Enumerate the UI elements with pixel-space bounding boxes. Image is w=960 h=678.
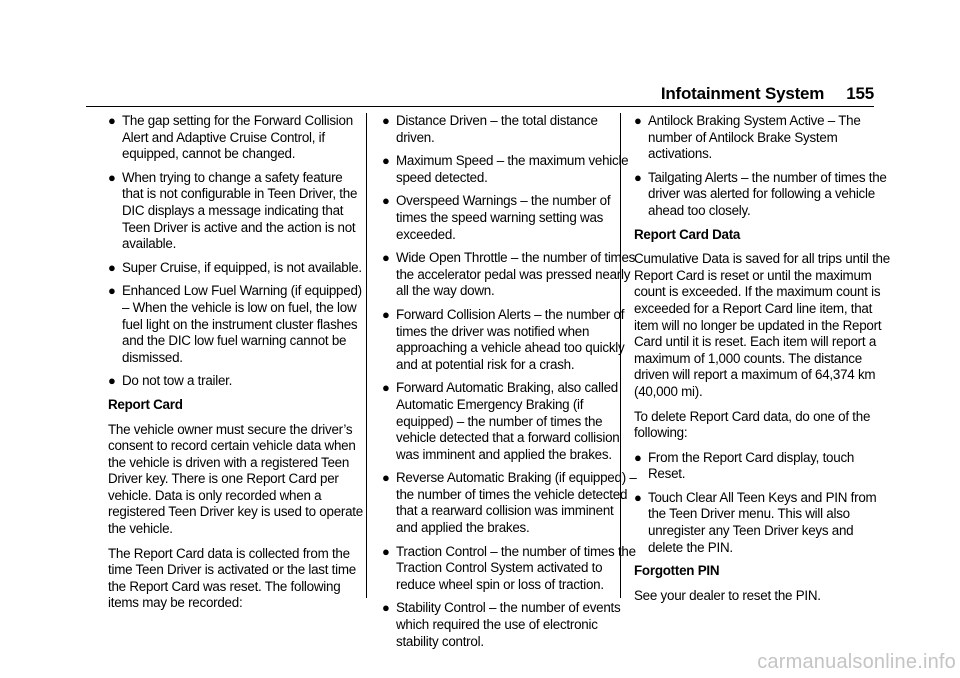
list-item: ● Stability Control – the number of events which required the use of electronic stability control. — [382, 600, 621, 649]
column-2 — [382, 113, 638, 657]
list-item: ● Tailgating Alerts – the number of times the driver was alerted for following a vehicle ahead too closely. — [634, 169, 887, 218]
bullet-icon: ● — [634, 449, 642, 465]
list-item: ● Distance Driven – the total distance driven. — [382, 113, 598, 145]
list-item: ● Wide Open Throttle – the number of times the accelerator pedal was pressed nearly all the way down. — [382, 250, 636, 299]
bullet-list — [634, 113, 890, 220]
list-item: ● Super Cruise, if equipped, is not available. — [108, 259, 362, 275]
list-item: ● The gap setting for the Forward Collision Alert and Adaptive Cruise Control, if equipped, cannot be changed. — [108, 113, 353, 162]
bullet-icon: ● — [382, 153, 390, 169]
list-item: ● When trying to change a safety feature that is not configurable in Teen Driver, the DIC displays a message indicating that Teen Driver is active and the action is not available. — [108, 169, 358, 252]
bullet-icon: ● — [382, 470, 390, 486]
column-divider — [366, 113, 367, 598]
list-item: ● Forward Automatic Braking, also called Automatic Emergency Braking (if equipped) – the number of times the vehicle detected that a forward collision was imminent and applied the brakes. — [382, 380, 620, 462]
bullet-icon: ● — [634, 489, 642, 505]
list-item: ● Antilock Braking System Active – The number of Antilock Brake System activations. — [634, 113, 861, 162]
section-heading: Report Card Data — [634, 226, 741, 242]
paragraph: The vehicle owner must secure the driver’s consent to record certain vehicle data when the vehicle is driven with a registered Teen Driver key. There is one Report Card per vehicle. Data is only recorded when a registered Teen Driver key is used to operate the vehicle. — [108, 421, 363, 537]
bullet-icon: ● — [634, 169, 642, 185]
column-1 — [108, 113, 364, 620]
header-rule — [86, 106, 874, 107]
bullet-icon: ● — [382, 113, 390, 128]
section-title: Infotainment System — [660, 84, 825, 103]
list-item: ● Enhanced Low Fuel Warning (if equipped) – When the vehicle is low on fuel, the low fuel light on the instrument cluster flashes and the DIC low fuel warning cannot be dismissed. — [108, 283, 362, 365]
list-item: ● Maximum Speed – the maximum vehicle speed detected. — [382, 153, 629, 185]
section-heading: Report Card — [108, 396, 183, 412]
bullet-icon: ● — [108, 113, 116, 128]
paragraph: The Report Card data is collected from the time Teen Driver is activated or the last time the Report Card was reset. The following items may be recorded: — [108, 545, 356, 611]
list-item: ● Reverse Automatic Braking (if equipped) – the number of times the vehicle detected that a rearward collision was imminent and applied the brakes. — [382, 470, 637, 536]
bullet-icon: ● — [108, 169, 116, 185]
page-header — [661, 84, 874, 104]
list-item: ● Touch Clear All Teen Keys and PIN from the Teen Driver menu. This will also unregister any Teen Driver keys and delete the PIN. — [634, 489, 877, 555]
bullet-icon: ● — [108, 373, 116, 389]
paragraph: To delete Report Card data, do one of the following: — [634, 408, 871, 441]
paragraph: Cumulative Data is saved for all trips until the Report Card is reset or until the maximum count is exceeded. If the maximum count is exceeded for a Report Card line item, that item will no longer be updated in the Report Card until it is reset. Each item will report a maximum of 1,000 counts. The distance driven will report a maximum of 64,374 km (40,000 mi). — [634, 251, 890, 399]
bullet-icon: ● — [108, 283, 116, 299]
bullet-list — [634, 450, 890, 557]
page-number: 155 — [846, 84, 874, 103]
bullet-icon: ● — [382, 543, 390, 559]
bullet-list — [108, 113, 364, 390]
bullet-list — [382, 113, 638, 650]
list-item: ● Do not tow a trailer. — [108, 373, 233, 389]
column-3 — [634, 113, 890, 612]
bullet-icon: ● — [634, 113, 642, 128]
bullet-icon: ● — [382, 250, 390, 266]
section-heading: Forgotten PIN — [634, 563, 720, 579]
list-item: ● From the Report Card display, touch Reset. — [634, 449, 855, 482]
paragraph: See your dealer to reset the PIN. — [634, 587, 821, 603]
bullet-icon: ● — [382, 193, 390, 209]
bullet-icon: ● — [382, 306, 390, 322]
bullet-icon: ● — [108, 259, 116, 275]
list-item: ● Traction Control – the number of times the Traction Control System activated to reduce wheel spin or loss of traction. — [382, 543, 636, 592]
bullet-icon: ● — [382, 600, 390, 616]
list-item: ● Forward Collision Alerts – the number of times the driver was notified when approaching a vehicle ahead too quickly and at potential risk for a crash. — [382, 306, 625, 372]
watermark: carmanualsonline.info — [757, 651, 956, 673]
list-item: ● Overspeed Warnings – the number of times the speed warning setting was exceeded. — [382, 193, 611, 242]
bullet-icon: ● — [382, 380, 390, 396]
